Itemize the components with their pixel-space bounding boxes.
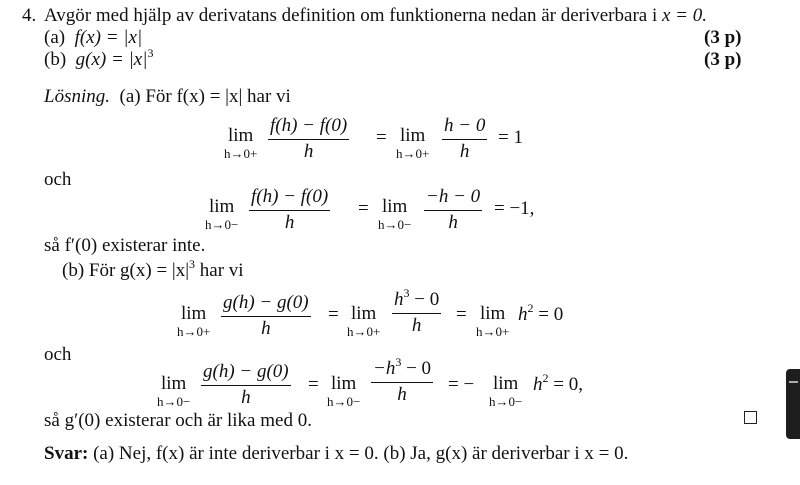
eq4-rhs-exp: 2 [542, 371, 549, 385]
intro-b [62, 257, 244, 281]
part-b-expr: g(x) = |x| [75, 49, 148, 70]
eq4-frac2 [371, 355, 433, 405]
eq4-lim1-word: lim [161, 373, 187, 394]
eq3-equals-1: = [328, 304, 339, 325]
eq4-rhs-tail: = 0, [553, 374, 583, 395]
part-b-exp: 3 [147, 46, 154, 60]
intro-a-text: (a) För f(x) = |x| har vi [119, 86, 291, 107]
och-1: och [44, 169, 72, 190]
eq1-lim1-word: lim [228, 125, 254, 146]
eq2-den2: h [448, 211, 458, 233]
qed-box-icon [744, 411, 757, 424]
eq4-rhs [533, 371, 583, 395]
eq3-num2-tail: − 0 [414, 289, 440, 310]
eq4-den1: h [241, 386, 251, 408]
part-b-label: (b) [44, 49, 67, 70]
eq1-num1: f(h) − f(0) [270, 115, 348, 136]
eq3-lim1-word: lim [181, 303, 207, 324]
part-a [44, 28, 142, 47]
eq1-lim2 [396, 126, 429, 161]
eq2-lim1-word: lim [209, 196, 235, 217]
eq2-rhs: = −1, [494, 198, 535, 219]
eq2-lim2 [378, 197, 411, 232]
part-a-points: (3 p) [704, 27, 742, 48]
statement-point: x = 0. [661, 5, 707, 26]
eq4-den2: h [397, 383, 407, 405]
eq3-rhs-exp: 2 [527, 301, 534, 315]
eq2-lim1-sub: h→0− [205, 217, 239, 232]
part-b [44, 46, 154, 70]
eq3-rhs-var: h [518, 304, 528, 325]
eq4-num2: −h [373, 358, 396, 379]
eq1-frac1 [268, 116, 349, 162]
solution-intro-a [44, 87, 291, 106]
eq1-lim2-word: lim [400, 125, 426, 146]
eq3-rhs [518, 301, 564, 325]
eq3-rhs-tail: = 0 [538, 304, 564, 325]
eq2-frac2 [424, 187, 482, 233]
eq4-lim1-sub: h→0− [157, 394, 191, 409]
conclusion-a: så f′(0) existerar inte. [44, 235, 206, 256]
eq4-lim2 [327, 374, 360, 409]
eq1-lim1 [224, 126, 257, 161]
eq2-lim2-word: lim [382, 196, 408, 217]
eq1-lim1-sub: h→0+ [224, 146, 258, 161]
part-a-label: (a) [44, 27, 66, 48]
answer-text: (a) Nej, f(x) är inte deriverbar i x = 0. (b) Ja, g(x) är deriverbar i x = 0. [93, 443, 629, 464]
eq2-num1: f(h) − f(0) [251, 186, 329, 207]
eq1-den1: h [303, 140, 314, 162]
part-a-expr: f(x) = |x| [74, 27, 143, 48]
eq3-lim2-word: lim [351, 303, 377, 324]
eq3-frac2 [392, 286, 441, 336]
eq2-lim2-sub: h→0− [378, 217, 412, 232]
conclusion-b: så g′(0) existerar och är lika med 0. [44, 410, 312, 431]
eq4-equals-2: = − [448, 374, 475, 395]
intro-b-text: (b) För g(x) = |x| [62, 260, 190, 281]
eq3-lim3-word: lim [480, 303, 506, 324]
eq4-lim2-sub: h→0− [327, 394, 361, 409]
handle-grip-icon [789, 381, 798, 383]
eq3-lim3 [476, 304, 509, 339]
eq3-num1: g(h) − g(0) [223, 292, 309, 313]
intro-b-tail: har vi [199, 260, 244, 281]
intro-b-exp: 3 [189, 257, 196, 271]
eq1-lim2-sub: h→0+ [396, 146, 430, 161]
part-b-points: (3 p) [704, 49, 742, 70]
eq3-equals-2: = [456, 304, 467, 325]
eq4-num1: g(h) − g(0) [203, 361, 289, 382]
problem-statement [44, 6, 707, 25]
eq4-lim1 [157, 374, 190, 409]
statement-text: Avgör med hjälp av derivatans definition om funktionerna nedan är deriverbara i [44, 5, 658, 26]
eq2-num2: −h − 0 [426, 186, 481, 207]
eq2-frac1 [249, 187, 330, 233]
eq4-lim2-word: lim [331, 373, 357, 394]
eq2-den1: h [284, 211, 295, 233]
side-panel-handle[interactable] [786, 369, 800, 439]
answer-label: Svar: [44, 443, 89, 464]
eq3-num2: h [394, 289, 404, 310]
eq1-equals: = [376, 127, 387, 148]
eq4-equals-1: = [308, 374, 319, 395]
eq3-den1: h [261, 317, 271, 339]
eq3-lim2 [347, 304, 380, 339]
eq4-lim3-word: lim [493, 373, 519, 394]
eq1-rhs: = 1 [498, 127, 523, 148]
och-2: och [44, 344, 72, 365]
eq1-den2: h [459, 140, 470, 162]
eq3-frac1 [221, 293, 311, 339]
eq4-frac1 [201, 362, 291, 408]
eq4-num2-exp: 3 [395, 355, 402, 369]
eq4-lim3-sub: h→0− [489, 394, 523, 409]
solution-heading: Lösning. [44, 86, 110, 107]
eq2-lim1 [205, 197, 238, 232]
eq3-lim1 [177, 304, 210, 339]
answer [44, 444, 628, 463]
eq3-lim3-sub: h→0+ [476, 324, 510, 339]
eq3-num2-exp: 3 [403, 286, 410, 300]
eq4-rhs-var: h [533, 374, 543, 395]
eq4-num2-tail: − 0 [406, 358, 432, 379]
eq2-equals: = [358, 198, 369, 219]
eq3-lim2-sub: h→0+ [347, 324, 381, 339]
eq1-frac2 [442, 116, 487, 162]
eq1-num2: h − 0 [444, 115, 486, 136]
problem-number: 4. [22, 5, 37, 26]
eq3-den2: h [411, 314, 422, 336]
eq3-lim1-sub: h→0+ [177, 324, 211, 339]
eq4-lim3 [489, 374, 522, 409]
